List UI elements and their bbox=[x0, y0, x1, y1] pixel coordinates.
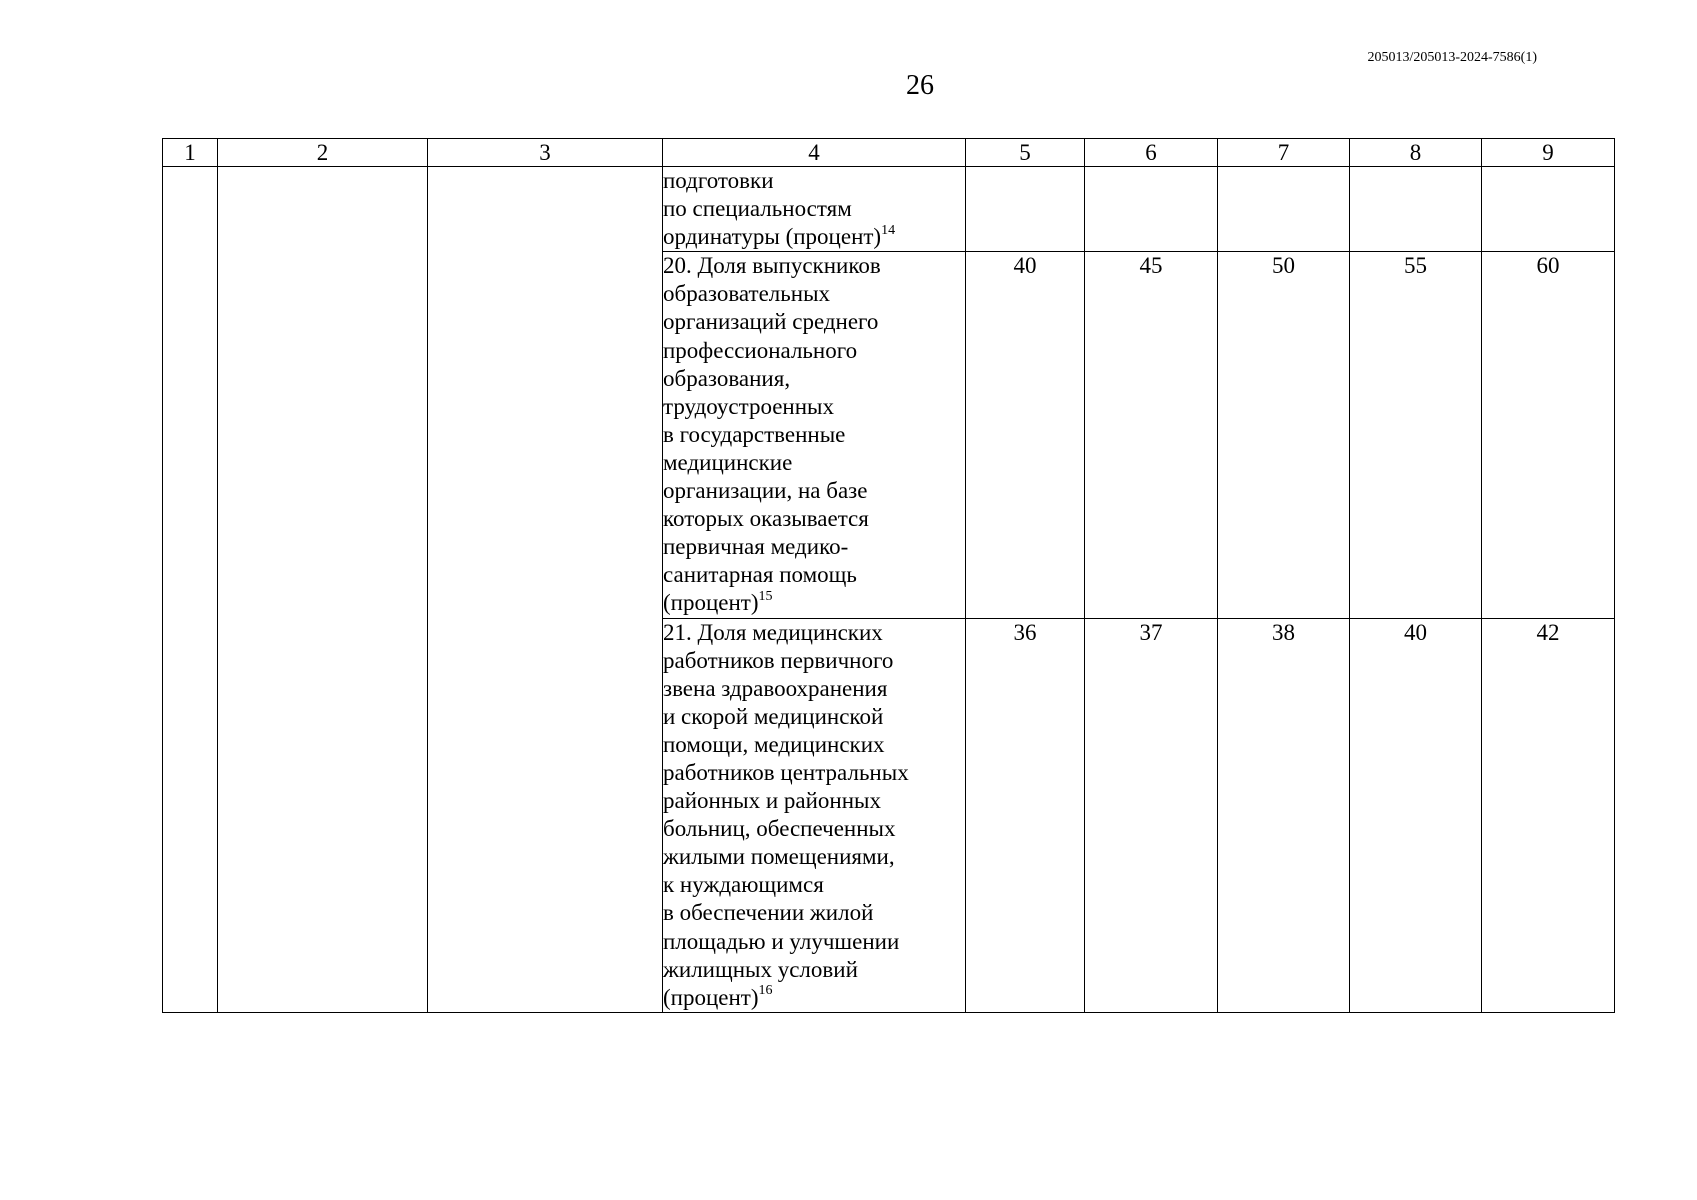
description-line: подготовки bbox=[663, 168, 774, 193]
description-line: больниц, обеспеченных bbox=[663, 816, 896, 842]
description-line: первичная медико- bbox=[663, 534, 849, 560]
description-line: жилищных условий bbox=[663, 956, 858, 982]
value-cell: 36 bbox=[966, 618, 1085, 1012]
description-line: работников центральных bbox=[663, 759, 909, 785]
description-line: организации, на базе bbox=[663, 478, 868, 504]
header-cell: 6 bbox=[1085, 139, 1218, 167]
description-line: (процент) bbox=[663, 984, 759, 1010]
value-cell: 60 bbox=[1482, 252, 1615, 618]
description-line: жилыми помещениями, bbox=[663, 844, 895, 870]
value-cell: 37 bbox=[1085, 618, 1218, 1012]
description-line: ординатуры (процент) bbox=[663, 224, 882, 250]
description-line: площадью и улучшении bbox=[663, 928, 900, 954]
value-cell bbox=[1085, 167, 1218, 252]
value-cell: 55 bbox=[1350, 252, 1482, 618]
description-line: организаций среднего bbox=[663, 309, 879, 335]
description-line: 21. Доля медицинских bbox=[663, 619, 883, 645]
indicator-description bbox=[663, 167, 966, 252]
value-cell: 40 bbox=[966, 252, 1085, 618]
description-line: медицинские bbox=[663, 449, 793, 475]
value-cell: 38 bbox=[1218, 618, 1350, 1012]
description-line: образования, bbox=[663, 365, 791, 391]
value-cell: 45 bbox=[1085, 252, 1218, 618]
col-2-cell bbox=[218, 167, 428, 1013]
value-cell: 50 bbox=[1218, 252, 1350, 618]
indicator-table bbox=[162, 138, 1615, 1013]
col-3-cell bbox=[428, 167, 663, 1013]
description-line: в обеспечении жилой bbox=[663, 900, 874, 926]
description-line: профессионального bbox=[663, 337, 858, 363]
description-line: трудоустроенных bbox=[663, 393, 835, 419]
header-cell: 7 bbox=[1218, 139, 1350, 167]
description-line: санитарная помощь bbox=[663, 562, 857, 588]
header-row bbox=[163, 139, 1615, 167]
header-cell: 2 bbox=[218, 139, 428, 167]
header-cell: 4 bbox=[663, 139, 966, 167]
description-line: в государственные bbox=[663, 421, 846, 447]
description-line: (процент) bbox=[663, 590, 759, 616]
header-cell: 1 bbox=[163, 139, 218, 167]
header-cell: 5 bbox=[966, 139, 1085, 167]
col-1-cell bbox=[163, 167, 218, 1013]
header-cell: 8 bbox=[1350, 139, 1482, 167]
header-cell: 3 bbox=[428, 139, 663, 167]
footnote-ref: 14 bbox=[881, 222, 896, 238]
value-cell bbox=[1350, 167, 1482, 252]
description-line: районных и районных bbox=[663, 788, 881, 814]
description-line: по специальностям bbox=[663, 196, 852, 222]
header-cell: 9 bbox=[1482, 139, 1615, 167]
description-line: 20. Доля выпускников bbox=[663, 253, 881, 279]
description-line: которых оказывается bbox=[663, 506, 869, 532]
footnote-ref: 15 bbox=[758, 588, 773, 604]
indicator-description bbox=[663, 618, 966, 1012]
value-cell: 40 bbox=[1350, 618, 1482, 1012]
value-cell: 42 bbox=[1482, 618, 1615, 1012]
table-row bbox=[163, 167, 1615, 252]
indicator-description bbox=[663, 252, 966, 618]
footnote-ref: 16 bbox=[758, 983, 773, 999]
document-id: 205013/205013-2024-7586(1) bbox=[1367, 50, 1537, 65]
description-line: помощи, медицинских bbox=[663, 731, 885, 757]
description-line: образовательных bbox=[663, 281, 831, 307]
description-line: и скорой медицинской bbox=[663, 703, 884, 729]
value-cell bbox=[1218, 167, 1350, 252]
description-line: к нуждающимся bbox=[663, 872, 824, 898]
description-line: работников первичного bbox=[663, 647, 894, 673]
value-cell bbox=[966, 167, 1085, 252]
value-cell bbox=[1482, 167, 1615, 252]
description-line: звена здравоохранения bbox=[663, 675, 888, 701]
page-number: 26 bbox=[906, 70, 934, 101]
